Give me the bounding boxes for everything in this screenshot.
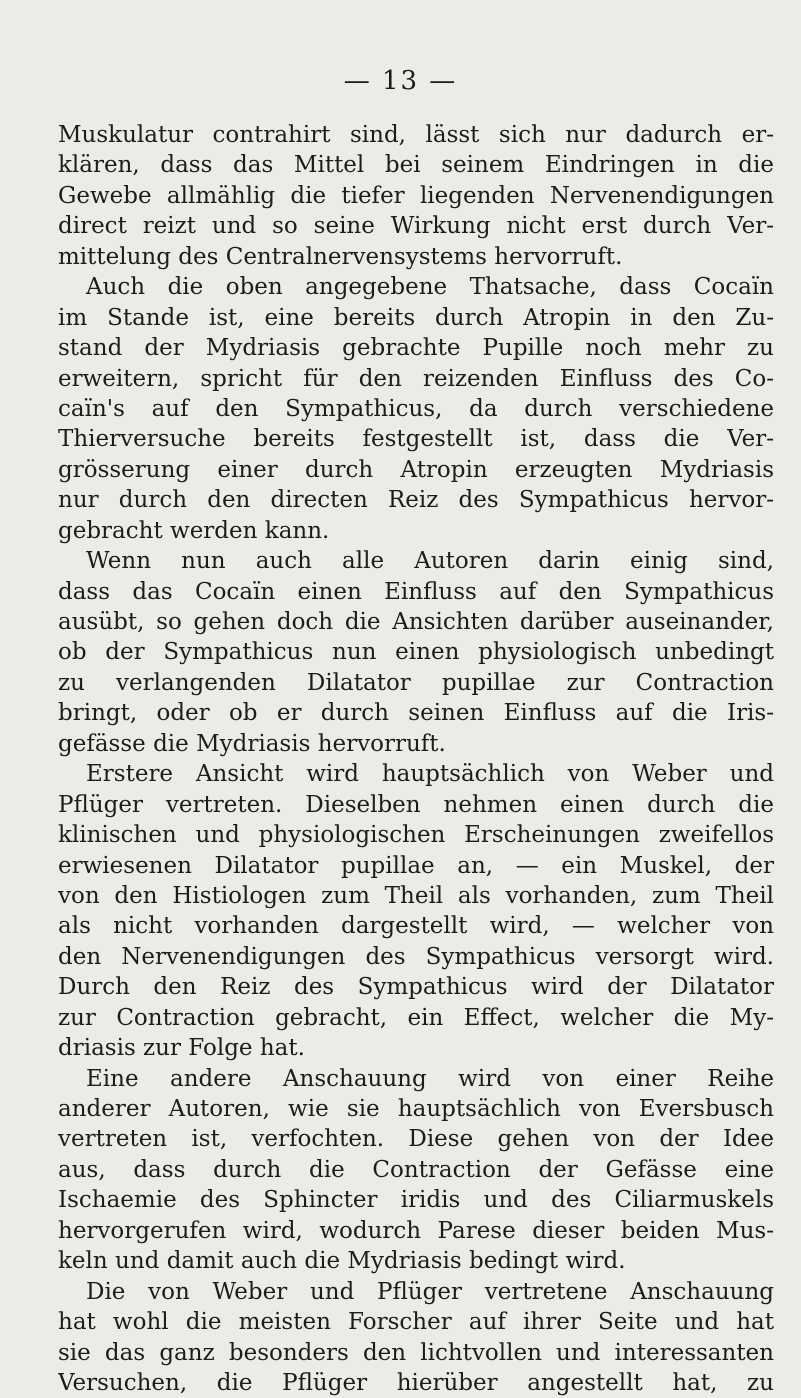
text-line: ob der Sympathicus nun einen physiologisch unbedingt xyxy=(58,639,774,666)
text-line: direct reizt und so seine Wirkung nicht erst durch Ver- xyxy=(58,213,774,240)
text-line: Durch den Reiz des Sympathicus wird der Dilatator xyxy=(58,974,774,1001)
text-line: stand der Mydriasis gebrachte Pupille noch mehr zu xyxy=(58,335,774,362)
text-line: Muskulatur contrahirt sind, lässt sich nur dadurch er- xyxy=(58,122,774,148)
text-line: klären, dass das Mittel bei seinem Eindringen in die xyxy=(58,152,774,179)
text-line: Versuchen, die Pflüger hierüber angestellt hat, zu xyxy=(58,1369,774,1396)
text-line: Ischaemie des Sphincter iridis und des Ciliarmuskels xyxy=(58,1187,774,1214)
text-line: bringt, oder ob er durch seinen Einfluss auf die Iris- xyxy=(58,700,774,727)
text-line: den Nervenendigungen des Sympathicus versorgt wird. xyxy=(58,943,774,970)
text-line: hat wohl die meisten Forscher auf ihrer Seite und hat xyxy=(58,1309,774,1336)
text-line: zu verlangenden Dilatator pupillae zur Contraction xyxy=(58,669,774,696)
text-line: sie das ganz besonders den lichtvollen und interessanten xyxy=(58,1339,774,1366)
text-line: Eine andere Anschauung wird von einer Reihe xyxy=(86,1065,774,1092)
text-line: nur durch den directen Reiz des Sympathicus hervor- xyxy=(58,487,774,514)
text-line: klinischen und physiologischen Erscheinungen zweifellos xyxy=(58,822,774,849)
text-line: gebracht werden kann. xyxy=(58,517,330,544)
text-line: als nicht vorhanden dargestellt wird, — welcher von xyxy=(58,913,774,940)
text-line: aus, dass durch die Contraction der Gefässe eine xyxy=(58,1156,774,1183)
text-line: vertreten ist, verfochten. Diese gehen von der Idee xyxy=(58,1126,774,1153)
text-line: Thierversuche bereits festgestellt ist, dass die Ver- xyxy=(58,426,774,453)
text-line: keln und damit auch die Mydriasis bedingt wird. xyxy=(58,1248,626,1275)
text-line: driasis zur Folge hat. xyxy=(58,1035,305,1062)
text-line: caïn's auf den Sympathicus, da durch verschiedene xyxy=(58,395,774,422)
text-line: Pflüger vertreten. Dieselben nehmen einen durch die xyxy=(58,791,774,818)
text-line: anderer Autoren, wie sie hauptsächlich von Eversbusch xyxy=(58,1096,774,1122)
text-line: gefässe die Mydriasis hervorruft. xyxy=(58,730,446,757)
text-line: grösserung einer durch Atropin erzeugten Mydriasis xyxy=(58,456,774,483)
body-text xyxy=(58,120,774,1398)
text-line: mittelung des Centralnervensystems hervorruft. xyxy=(58,243,623,270)
page-number: — 13 — xyxy=(343,66,458,96)
text-line: ausübt, so gehen doch die Ansichten darüber auseinander, xyxy=(58,609,774,635)
text-line: hervorgerufen wird, wodurch Parese dieser beiden Mus- xyxy=(58,1217,774,1244)
text-line: im Stande ist, eine bereits durch Atropin in den Zu- xyxy=(58,304,774,331)
text-line: Auch die oben angegebene Thatsache, dass Cocaïn xyxy=(86,274,774,301)
text-line: von den Histiologen zum Theil als vorhanden, zum Theil xyxy=(58,882,774,909)
text-line: Erstere Ansicht wird hauptsächlich von Weber und xyxy=(86,761,774,788)
text-line: zur Contraction gebracht, ein Effect, welcher die My- xyxy=(58,1004,774,1031)
text-line: Gewebe allmählig die tiefer liegenden Nervenendigungen xyxy=(58,182,774,209)
text-line: dass das Cocaïn einen Einfluss auf den Sympathicus xyxy=(58,578,774,605)
text-line: erweitern, spricht für den reizenden Einfluss des Co- xyxy=(58,365,774,392)
text-line: Die von Weber und Pflüger vertretene Anschauung xyxy=(86,1278,774,1305)
text-line: erwiesenen Dilatator pupillae an, — ein Muskel, der xyxy=(58,852,774,879)
text-line: Wenn nun auch alle Autoren darin einig sind, xyxy=(86,548,774,575)
